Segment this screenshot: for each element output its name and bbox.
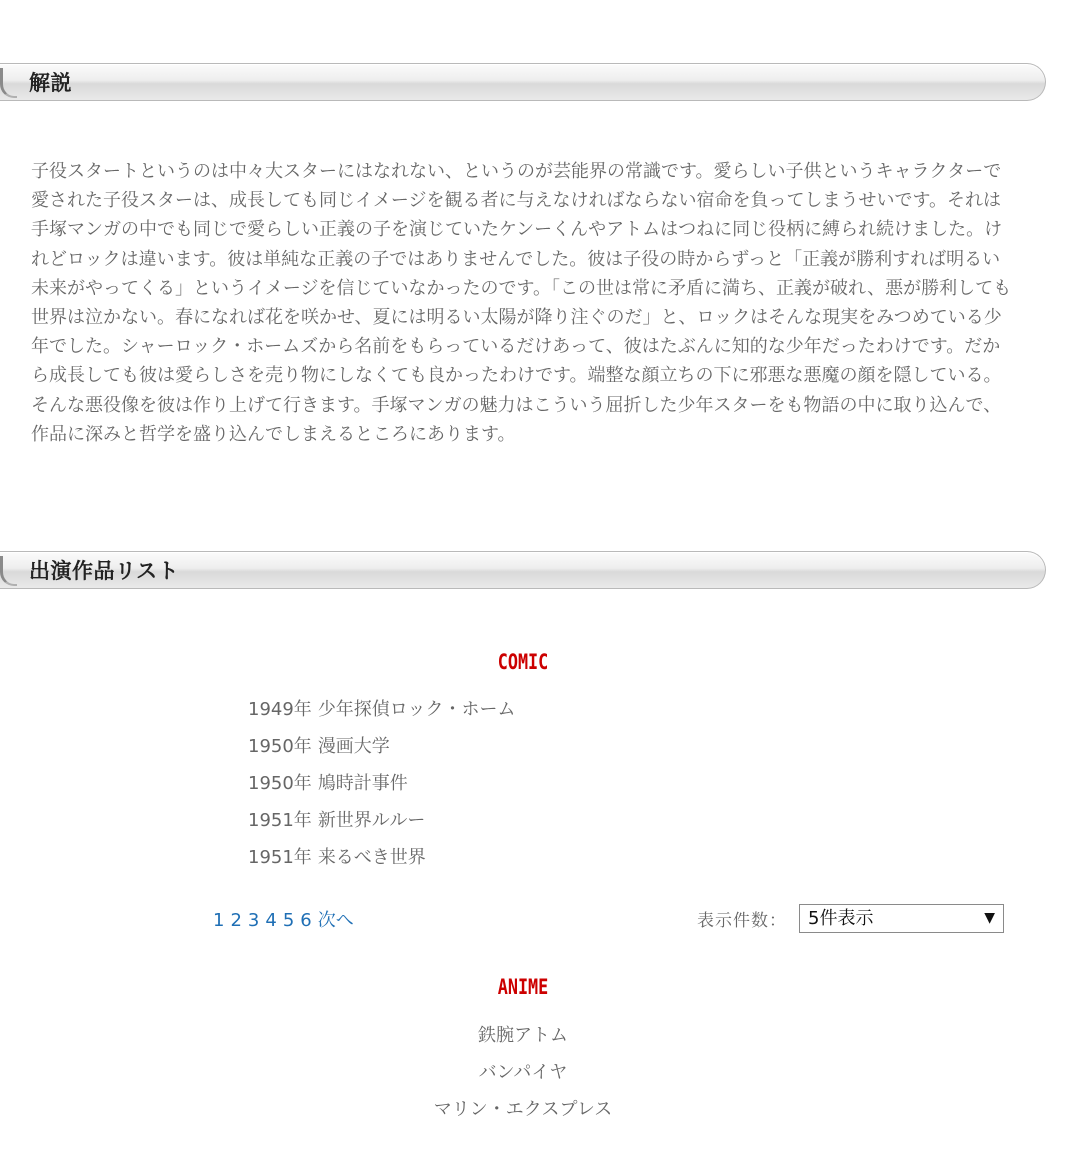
section-header-works	[0, 551, 1046, 589]
list-item[interactable]	[248, 806, 515, 843]
section-title: 出演作品リスト	[29, 559, 180, 583]
section-header-cap	[0, 68, 17, 98]
comic-heading: COMIC	[497, 650, 549, 674]
page-link-1[interactable]: 1	[213, 910, 225, 931]
page-link-4[interactable]: 4	[265, 910, 277, 931]
anime-heading: ANIME	[497, 975, 549, 999]
work-year: 1950年	[248, 773, 312, 794]
work-year: 1951年	[248, 847, 312, 868]
character-description: 子役スタートというのは中々大スターにはなれない、というのが芸能界の常識です。愛らしい子供というキャラクターで愛された子役スターは、成長しても同じイメージを観る者に与えなければならない宿命を負ってしまうせいです。それは手塚マンガの中でも同じで愛らしい正義の子を演じていたケンーくんやアトムはつねに同じ役柄に縛られ続けました。けれどロックは違います。彼は単純な正義の子ではありませんでした。彼は子役の時からずっと「正義が勝利すれば明るい未来がやってくる」というイメージを信じていなかったのです。「この世は常に矛盾に満ち、正義が破れ、悪が勝利しても世界は泣かない。春になれば花を咲かせ、夏には明るい太陽が降り注ぐのだ」と、ロックはそんな現実をみつめている少年でした。シャーロック・ホームズから名前をもらっているだけあって、彼はたぶんに知的な少年だったわけです。だから成長しても彼は愛らしさを売り物にしなくても良かったわけです。端整な顔立ちの下に邪悪な悪魔の顔を隠している。そんな悪役像を彼は作り上げて行きます。手塚マンガの魅力はこういう屈折した少年スターをも物語の中に取り込んで、作品に深みと哲学を盛り込んでしまえるところにあります。	[31, 161, 1012, 445]
section-header-kaisetsu	[0, 63, 1046, 101]
work-title: 新世界ルルー	[317, 810, 426, 831]
dropdown-arrow-icon: ▼	[984, 909, 995, 926]
section-header-cap	[0, 556, 17, 586]
page-link-3[interactable]: 3	[247, 910, 260, 931]
per-page-select[interactable]	[799, 904, 1004, 933]
list-item[interactable]	[248, 769, 515, 806]
work-year: 1951年	[248, 810, 312, 831]
list-item[interactable]: 鉄腕アトム	[478, 1025, 568, 1046]
list-item[interactable]: バンパイヤ	[478, 1062, 568, 1083]
pagination	[213, 906, 360, 932]
list-item[interactable]: マリン・エクスプレス	[433, 1099, 613, 1120]
page-link-6[interactable]: 6	[300, 910, 312, 931]
per-page-control	[697, 903, 1004, 933]
work-title: 漫画大学	[317, 736, 390, 757]
work-title: 少年探偵ロック・ホーム	[317, 699, 516, 720]
per-page-label: 表示件数：	[697, 910, 787, 931]
list-item[interactable]	[248, 695, 515, 732]
work-year: 1949年	[248, 699, 312, 720]
list-item[interactable]	[248, 843, 515, 880]
work-title: 鳩時計事件	[317, 773, 408, 794]
comic-list	[248, 695, 515, 880]
list-item[interactable]	[248, 732, 515, 769]
next-page-link[interactable]: 次へ	[317, 910, 354, 931]
work-title: 来るべき世界	[317, 847, 426, 868]
work-year: 1950年	[248, 736, 312, 757]
page-link-5[interactable]: 5	[282, 910, 295, 931]
page-link-2[interactable]: 2	[230, 910, 242, 931]
section-title: 解説	[29, 71, 72, 95]
per-page-selected-value: 5件表示	[808, 907, 874, 929]
anime-list	[0, 1021, 1046, 1132]
